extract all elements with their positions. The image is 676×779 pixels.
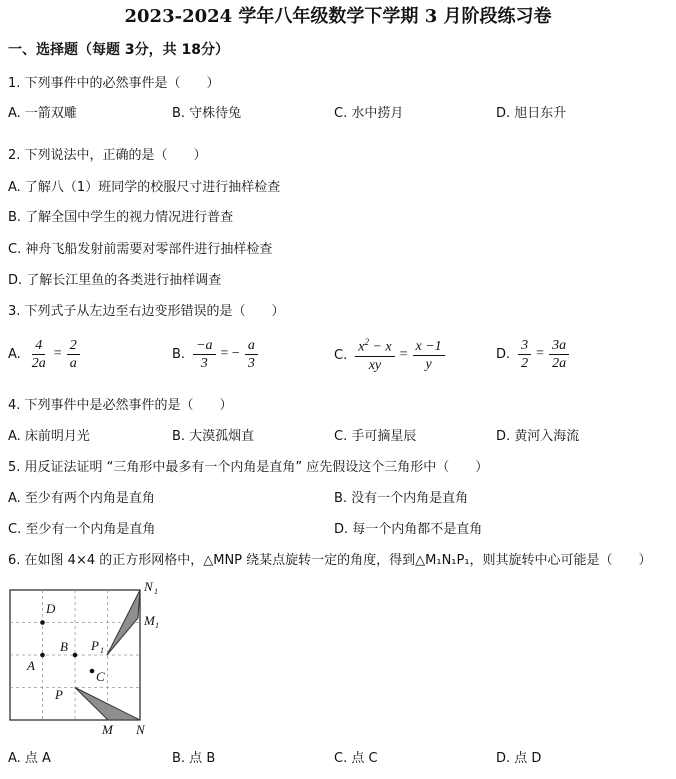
question-6-stem: 6. 在如图 4×4 的正方形网格中，△MNP 绕某点旋转一定的角度，得到△M₁N₁P₁，则其旋转中心可能是（ ） xyxy=(8,553,652,568)
label-m1-subscript: 1 xyxy=(155,621,159,630)
option-letter: B. xyxy=(172,347,186,363)
label-n: N xyxy=(136,722,145,737)
label-c: C xyxy=(96,669,105,684)
label-p: P xyxy=(55,687,63,702)
point-a xyxy=(40,653,45,658)
q3-option-c[interactable] xyxy=(334,338,447,373)
label-n1: N xyxy=(144,579,153,594)
option-letter: D. xyxy=(496,347,511,363)
q2-option-d[interactable]: D. 了解长江里鱼的各类进行抽样调查 xyxy=(8,273,222,288)
point-d xyxy=(40,620,45,625)
q1-option-b[interactable]: B. 守株待兔 xyxy=(172,106,242,121)
q5-option-c[interactable]: C. 至少有一个内角是直角 xyxy=(8,522,156,537)
question-5-stem: 5. 用反证法证明 “三角形中最多有一个内角是直角” 应先假设这个三角形中（ ） xyxy=(8,460,489,475)
question-1-stem: 1. 下列事件中的必然事件是（ ） xyxy=(8,76,220,91)
formula-d: $\frac{3}{2}$ = $\frac{3a}{2a}$ xyxy=(516,338,571,372)
formula-c: $\frac{x^2 - x}{xy}$ = $\frac{x -1}{y}$ xyxy=(353,338,446,373)
q4-option-d[interactable]: D. 黄河入海流 xyxy=(496,429,580,444)
label-m1: M xyxy=(144,613,155,628)
q5-option-d[interactable]: D. 每一个内角都不是直角 xyxy=(334,522,483,537)
q6-option-a[interactable]: A. 点 A xyxy=(8,751,51,766)
formula-b: $\frac{-a}{3}$ = − $\frac{a}{3}$ xyxy=(191,338,260,372)
option-letter: C. xyxy=(334,347,348,363)
q6-option-b[interactable]: B. 点 B xyxy=(172,751,216,766)
q1-option-a[interactable]: A. 一箭双雕 xyxy=(8,106,77,121)
q4-option-a[interactable]: A. 床前明月光 xyxy=(8,429,90,444)
label-p1-subscript: 1 xyxy=(100,646,104,655)
exam-title: 2023-2024 学年八年级数学下学期 3 月阶段练习卷 xyxy=(124,6,552,27)
label-n1-subscript: 1 xyxy=(154,587,158,596)
q2-option-a[interactable]: A. 了解八（1）班同学的校服尺寸进行抽样检查 xyxy=(8,180,281,195)
point-c xyxy=(90,669,95,674)
q4-option-b[interactable]: B. 大漠孤烟直 xyxy=(172,429,255,444)
q6-option-c[interactable]: C. 点 C xyxy=(334,751,378,766)
question-3-stem: 3. 下列式子从左边至右边变形错误的是（ ） xyxy=(8,304,285,319)
q2-option-c[interactable]: C. 神舟飞船发射前需要对零部件进行抽样检查 xyxy=(8,242,273,257)
rotation-grid-figure xyxy=(8,578,168,738)
q5-option-b[interactable]: B. 没有一个内角是直角 xyxy=(334,491,469,506)
label-d: D xyxy=(46,601,56,616)
q2-option-b[interactable]: B. 了解全国中学生的视力情况进行普查 xyxy=(8,210,234,225)
q3-option-b[interactable] xyxy=(172,338,260,372)
triangle-m1n1p1 xyxy=(107,590,140,655)
label-a: A xyxy=(27,658,35,673)
q5-option-a[interactable]: A. 至少有两个内角是直角 xyxy=(8,491,155,506)
option-letter: A. xyxy=(8,347,21,363)
label-b: B xyxy=(60,639,68,654)
q6-option-d[interactable]: D. 点 D xyxy=(496,751,542,766)
label-p1: P xyxy=(91,638,99,653)
point-b xyxy=(73,653,78,658)
formula-a: $\frac{4}{2a}$ = $\frac{2}{a}$ xyxy=(27,338,82,372)
q1-option-c[interactable]: C. 水中捞月 xyxy=(334,106,404,121)
q3-option-d[interactable] xyxy=(496,338,571,372)
label-m: M xyxy=(102,722,113,737)
q1-option-d[interactable]: D. 旭日东升 xyxy=(496,106,567,121)
question-4-stem: 4. 下列事件中是必然事件的是（ ） xyxy=(8,398,233,413)
q3-option-a[interactable] xyxy=(8,338,82,372)
q4-option-c[interactable]: C. 手可摘星辰 xyxy=(334,429,417,444)
section-heading: 一、选择题（每题 3分，共 18分） xyxy=(8,42,229,58)
question-2-stem: 2. 下列说法中，正确的是（ ） xyxy=(8,148,207,163)
